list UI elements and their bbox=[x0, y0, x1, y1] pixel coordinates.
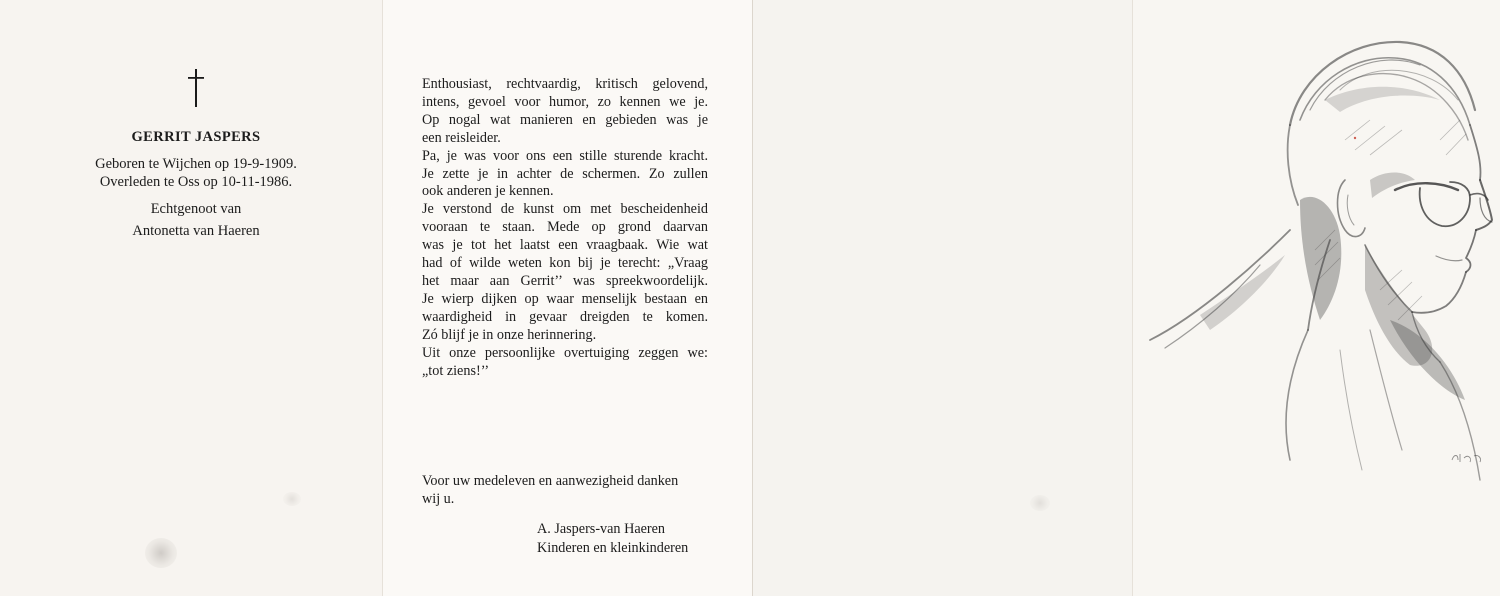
fold-line bbox=[752, 0, 753, 596]
memorial-text-line: Je verstond de kunst om met bescheidenheid bbox=[422, 201, 708, 218]
memorial-text-line: intens, gevoel voor humor, zo kennen we je. bbox=[422, 93, 708, 110]
signature-line: A. Jaspers-van Haeren bbox=[537, 521, 666, 537]
memorial-text-line: Enthousiast, rechtvaardig, kritisch gelovend, bbox=[422, 76, 708, 92]
portrait-sketch-icon bbox=[1140, 30, 1500, 500]
paper-stain bbox=[283, 492, 301, 506]
thanks-text bbox=[422, 472, 708, 508]
fold-line bbox=[1132, 0, 1133, 596]
cross-icon bbox=[186, 69, 206, 107]
paper-stain bbox=[1030, 495, 1050, 511]
death-line: Overleden te Oss op 10-11-1986. bbox=[99, 174, 293, 190]
memorial-text-line: Uit onze persoonlijke overtuiging zeggen we: bbox=[422, 344, 708, 361]
spouse-name: Antonetta van Haeren bbox=[132, 223, 260, 239]
memorial-text-line: Op nogal wat manieren en gebieden was je bbox=[422, 111, 708, 128]
blank-panel bbox=[752, 0, 1132, 596]
memorial-text-line: „tot ziens!’’ bbox=[422, 362, 490, 379]
thanks-line: wij u. bbox=[422, 491, 455, 507]
memorial-text-line: het maar aan Gerrit’’ was spreekwoordelijk. bbox=[422, 272, 708, 289]
deceased-name: GERRIT JASPERS bbox=[131, 129, 261, 145]
birth-line: Geboren te Wijchen op 19-9-1909. bbox=[95, 156, 297, 172]
memorial-text-line: een reisleider. bbox=[422, 129, 501, 146]
memorial-text-line: Je wierp dijken op waar menselijk bestaan en bbox=[422, 290, 708, 307]
memorial-text-line: Je zette je in achter de schermen. Zo zullen bbox=[422, 165, 708, 182]
spouse-label: Echtgenoot van bbox=[150, 201, 242, 217]
memorial-text-line: Pa, je was voor ons een stille sturende kracht. bbox=[422, 147, 708, 164]
memorial-text-line: Zó blijf je in onze herinnering. bbox=[422, 326, 597, 343]
memorial-text-line: had of wilde weten kon bij je terecht: „Vraag bbox=[422, 255, 708, 272]
memorial-text-line: vooraan te staan. Mede op grond daarvan bbox=[422, 219, 708, 236]
memorial-text-line: waardigheid in gevaar dreigden te komen. bbox=[422, 308, 708, 325]
signature bbox=[537, 520, 688, 558]
signature-line: Kinderen en kleinkinderen bbox=[537, 540, 689, 556]
fold-line bbox=[382, 0, 383, 596]
memorial-text-line: ook anderen je kennen. bbox=[422, 183, 554, 200]
thanks-line: Voor uw medeleven en aanwezigheid danken bbox=[422, 473, 679, 489]
memorial-text bbox=[422, 76, 708, 380]
memorial-text-line: was je tot het laatst een vraagbaak. Wie wat bbox=[422, 237, 708, 254]
paper-stain bbox=[145, 538, 177, 568]
